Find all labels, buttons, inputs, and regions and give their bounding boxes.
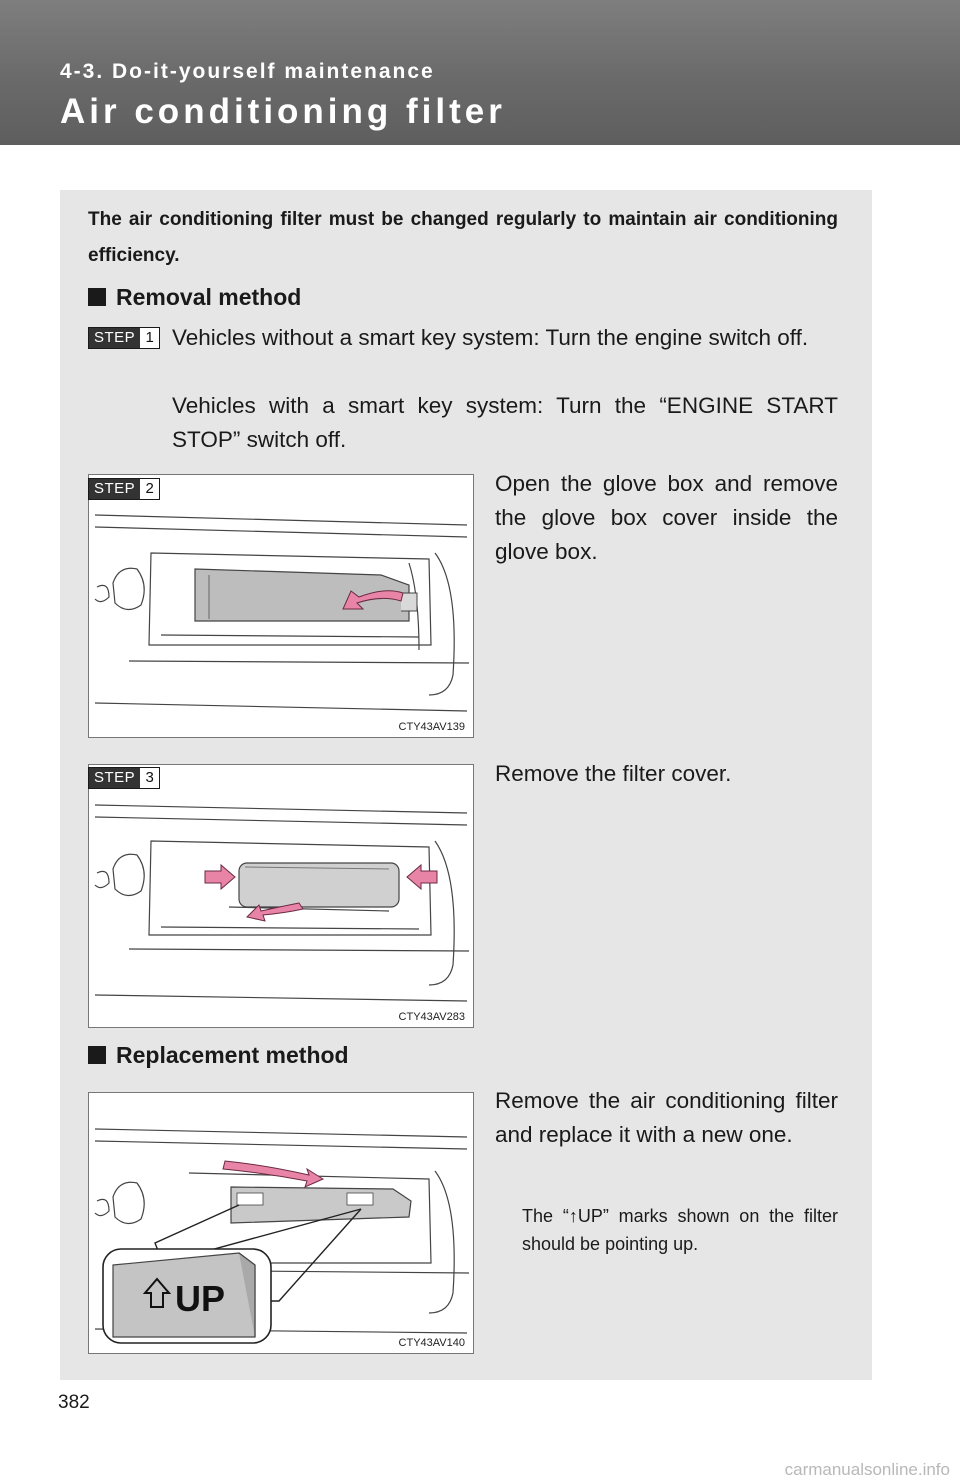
figure-code: CTY43AV283 (398, 1011, 465, 1023)
figure-code: CTY43AV139 (398, 721, 465, 733)
replacement-text: Remove the air conditioning filter and replace it with a new one. (495, 1088, 838, 1147)
filter-replacement-illustration (89, 1093, 473, 1353)
step-2-figure (88, 474, 474, 738)
square-bullet-icon (88, 1046, 106, 1064)
step-3-text: Remove the filter cover. (495, 761, 732, 786)
replacement-heading (88, 1042, 349, 1069)
step-1-text-a: Vehicles without a smart key system: Turn the engine switch off. (172, 325, 809, 350)
page-number: 382 (58, 1392, 90, 1413)
removal-heading (88, 284, 301, 311)
step-3-badge: STEP 3 (88, 767, 160, 789)
square-bullet-icon (88, 288, 106, 306)
page-header (0, 0, 960, 145)
step-1-text-b: Vehicles with a smart key system: Turn the “ENGINE START STOP” switch off. (172, 393, 838, 452)
filter-cover-illustration (89, 765, 473, 1027)
step-1-badge: STEP 1 (88, 327, 160, 349)
glove-box-illustration (89, 475, 473, 737)
step-3-figure (88, 764, 474, 1028)
replacement-heading-label: Replacement method (116, 1042, 349, 1068)
watermark: carmanualsonline.info (784, 1460, 950, 1479)
intro-text: The air conditioning filter must be changed regularly to maintain air conditioning efficiency. (88, 209, 838, 266)
section-label: 4-3. Do-it-yourself maintenance (60, 60, 435, 83)
replacement-note: The “↑UP” marks shown on the filter should be pointing up. (522, 1206, 838, 1254)
page-title: Air conditioning filter (60, 92, 506, 131)
step-2-text: Open the glove box and remove the glove box cover inside the glove box. (495, 471, 838, 564)
removal-heading-label: Removal method (116, 284, 302, 310)
step-2-badge: STEP 2 (88, 478, 160, 500)
replacement-figure (88, 1092, 474, 1354)
up-mark-label: UP (175, 1278, 226, 1319)
figure-code: CTY43AV140 (398, 1337, 465, 1349)
